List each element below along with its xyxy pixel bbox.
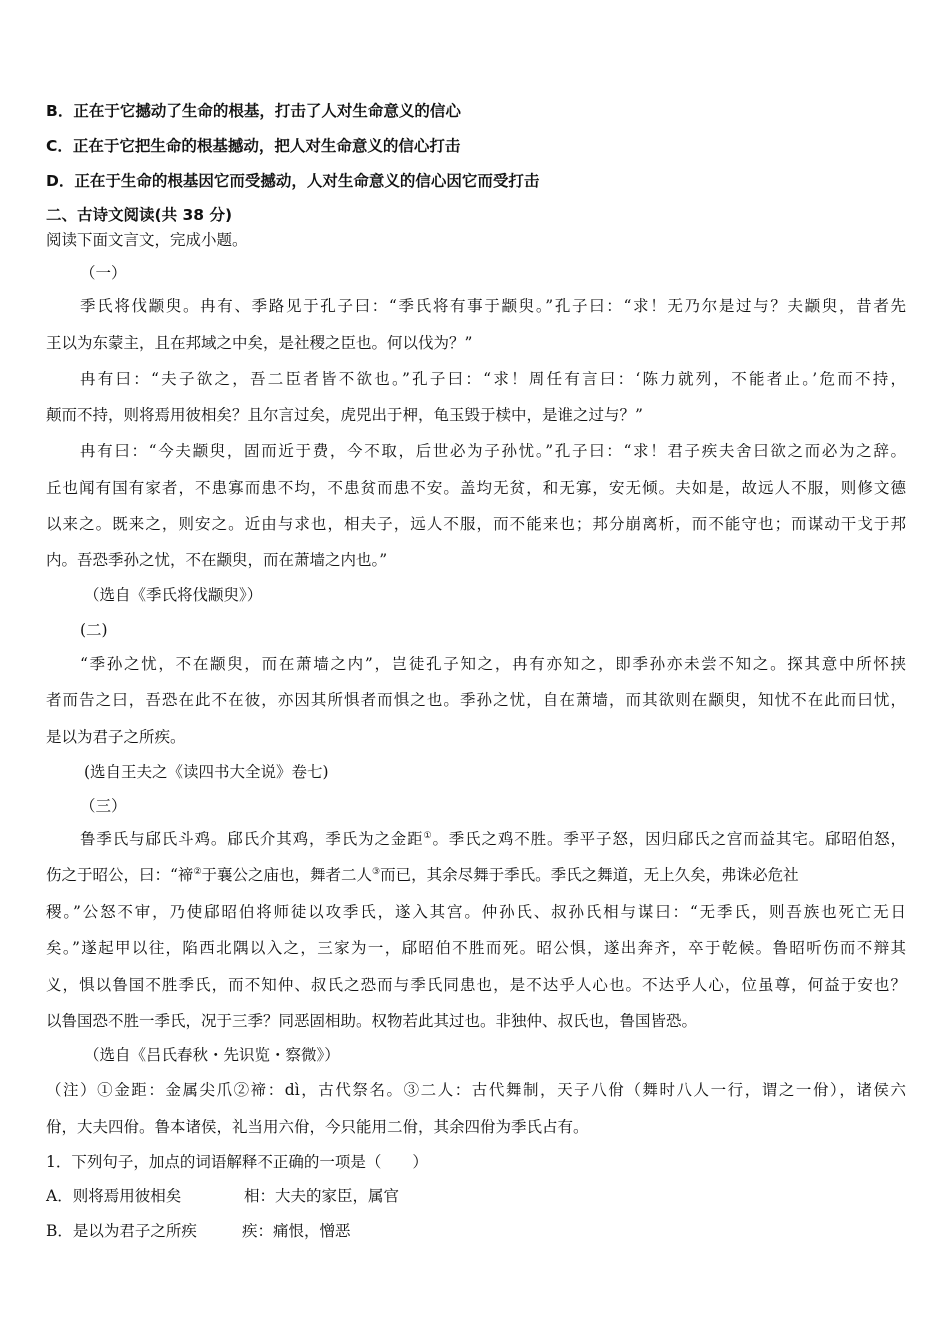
option-text: B．是以为君子之所疾 xyxy=(46,1222,197,1240)
option-gloss: 疾：痛恨，憎恶 xyxy=(242,1222,351,1240)
passage3-text: 伤之于昭公，曰：“禘 xyxy=(46,866,194,884)
passage3-line: 稷。”公怒不审，乃使郈昭伯将师徒以攻季氏，遂入其宫。仲孙氏、叔孙氏相与谋曰：“无季氏，则吾族也死亡无日 xyxy=(46,903,906,921)
passage3-text: 而已，其余尽舞于季氏。季氏之舞道，无上久矣，弗诛必危社 xyxy=(380,866,799,884)
passage2-source: (选自王夫之《读四书大全说》卷七) xyxy=(84,763,329,781)
passage3-line xyxy=(46,865,799,885)
option-b-prev: B．正在于它撼动了生命的根基，打击了人对生命意义的信心 xyxy=(46,102,461,120)
passage1-line: 季氏将伐颛臾。冉有、季路见于孔子曰：“季氏将有事于颛臾。”孔子曰：“求！无乃尔是过与？夫颛臾，昔者先 xyxy=(80,297,906,315)
note-mark: ② xyxy=(193,866,202,877)
option-gloss: 相：大夫的家臣，属官 xyxy=(244,1187,400,1205)
note-mark: ① xyxy=(423,830,433,841)
passage1-line: 丘也闻有国有家者，不患寡而患不均，不患贫而患不安。盖均无贫，和无寡，安无倾。夫如是，故远人不服，则修文德 xyxy=(46,479,906,497)
instruction-text: 阅读下面文言文，完成小题。 xyxy=(46,231,248,249)
option-d-prev: D．正在于生命的根基因它而受撼动，人对生命意义的信心因它而受打击 xyxy=(46,172,540,190)
passage3-label: （三） xyxy=(80,797,127,815)
question1-stem: 1．下列句子，加点的词语解释不正确的一项是（ ） xyxy=(46,1153,428,1171)
passage3-text: 鲁季氏与郈氏斗鸡。郈氏介其鸡，季氏为之金距 xyxy=(80,830,424,848)
passage1-line: 王以为东蒙主，且在邦域之中矣，是社稷之臣也。何以伐为？” xyxy=(46,334,473,352)
passage1-line: 以来之。既来之，则安之。近由与求也，相夫子，远人不服，而不能来也；邦分崩离析，而不能守也；而谋动干戈于邦 xyxy=(46,515,906,533)
passage1-line: 内。吾恐季孙之忧，不在颛臾，而在萧墙之内也。” xyxy=(46,551,388,569)
passage1-line: 冉有曰：“夫子欲之，吾二臣者皆不欲也。”孔子曰：“求！周任有言曰：‘陈力就列，不能者止。’危而不持， xyxy=(80,370,906,388)
passage3-line: 矣。”遂起甲以往，陷西北隅以入之，三家为一，郈昭伯不胜而死。昭公惧，遂出奔齐，卒于乾候。鲁昭听伤而不辩其 xyxy=(46,939,906,957)
passage2-line: 者而告之曰，吾恐在此不在彼，亦因其所惧者而惧之也。季孙之忧，自在萧墙，而其欲则在颛臾，知忧不在此而曰忧， xyxy=(46,691,906,709)
passage2-line: “季孙之忧，不在颛臾，而在萧墙之内”，岂徒孔子知之，冉有亦知之，即季孙亦未尝不知之。探其意中所怀挟 xyxy=(80,655,906,673)
question1-option-a xyxy=(46,1186,399,1206)
passage2-line: 是以为君子之所疾。 xyxy=(46,728,186,746)
passage3-source: （选自《吕氏春秋・先识览・察微》） xyxy=(84,1046,340,1064)
question1-option-b xyxy=(46,1221,351,1241)
passage1-line: 冉有曰：“今夫颛臾，固而近于费，今不取，后世必为子孙忧。”孔子曰：“求！君子疾夫舍曰欲之而必为之辞。 xyxy=(80,442,906,460)
passage3-text: 于襄公之庙也，舞者二人 xyxy=(201,866,373,884)
passage3-line xyxy=(80,829,906,849)
option-text: A．则将焉用彼相矣 xyxy=(46,1187,182,1205)
passage3-line: 义，惧以鲁国不胜季氏，而不知仲、叔氏之恐而与季氏同患也，是不达乎人心也。不达乎人心，位虽尊，何益于安也？ xyxy=(46,976,906,994)
notes-line: 佾，大夫四佾。鲁本诸侯，礼当用六佾，今只能用二佾，其余四佾为季氏占有。 xyxy=(46,1118,589,1136)
section-heading: 二、古诗文阅读(共 38 分) xyxy=(46,206,233,224)
passage3-text: 。季氏之鸡不胜。季平子怒，因归郈氏之宫而益其宅。郈昭伯怒， xyxy=(432,830,906,848)
passage1-label: （一） xyxy=(80,264,127,282)
note-mark: ③ xyxy=(372,866,381,877)
passage2-label: (二) xyxy=(80,621,108,639)
passage1-source: （选自《季氏将伐颛臾》） xyxy=(84,586,263,604)
option-c-prev: C．正在于它把生命的根基撼动，把人对生命意义的信心打击 xyxy=(46,137,461,155)
passage1-line: 颠而不持，则将焉用彼相矣？且尔言过矣，虎兕出于柙，龟玉毁于椟中，是谁之过与？” xyxy=(46,406,643,424)
notes-line: （注）①金距：金属尖爪②禘：dì，古代祭名。③二人：古代舞制，天子八佾（舞时八人一行，谓之一佾），诸侯六 xyxy=(46,1081,906,1099)
passage3-line: 以鲁国恐不胜一季氏，况于三季？同恶固相助。权物若此其过也。非独仲、叔氏也，鲁国皆恐。 xyxy=(46,1012,698,1030)
